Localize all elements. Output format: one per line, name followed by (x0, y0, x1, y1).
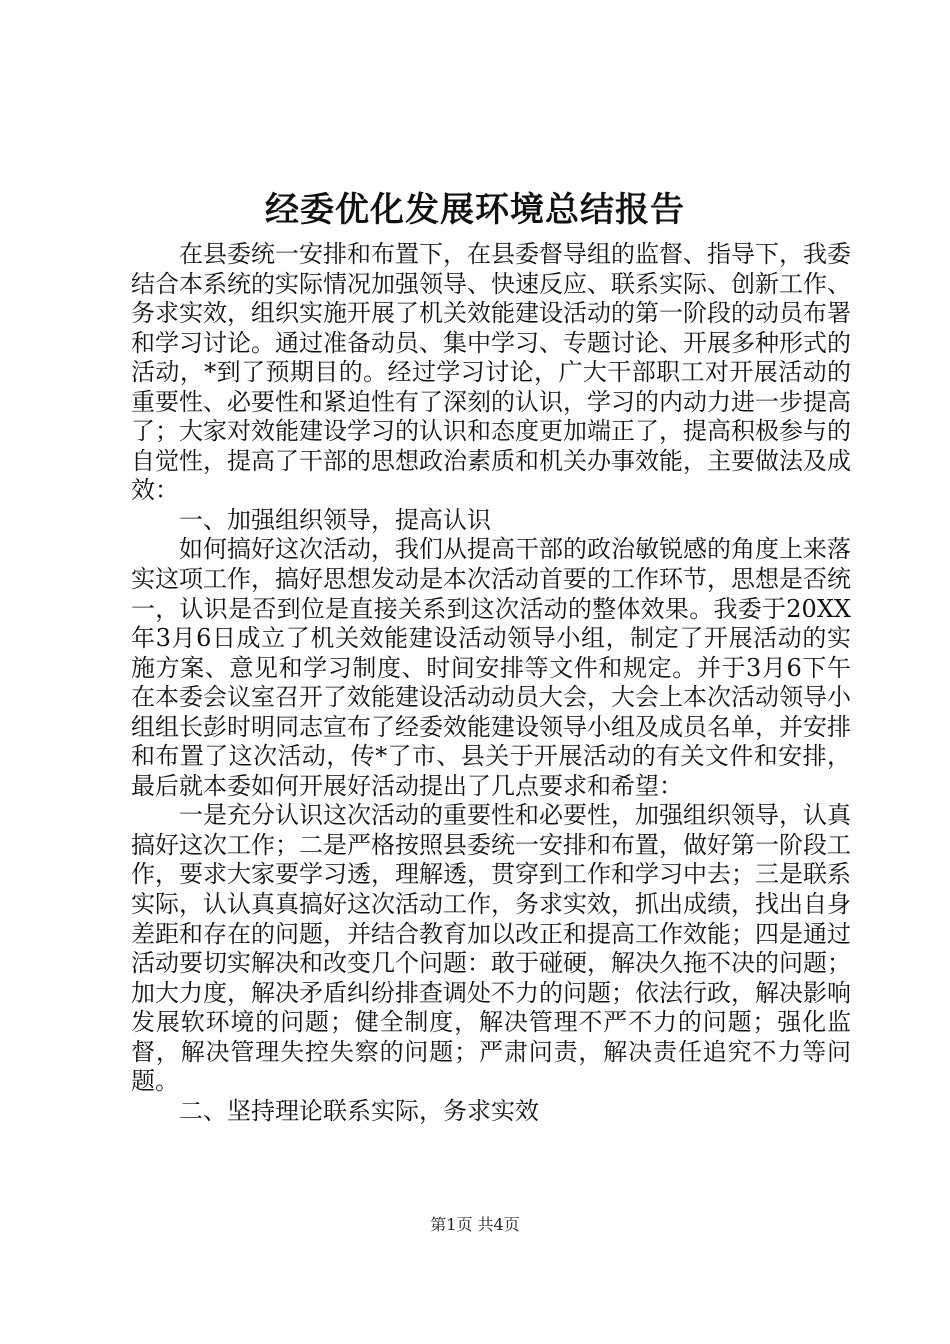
page-number-footer: 第1页 共4页 (430, 1215, 520, 1234)
section-heading-2: 二、坚持理论联系实际，务求实效 (179, 1096, 539, 1125)
document-title: 经委优化发展环境总结报告 (265, 190, 685, 230)
paragraph-requirements: 一是充分认识这次活动的重要性和必要性，加强组织领导，认真搞好这次工作；二是严格按照县委统一安排和布置，做好第一阶段工作，要求大家要学习透，理解透，贯穿到工作和学习中去；三是联系实际，认认真真搞好这次活动工作，务求实效，抓出成绩，找出自身差距和存在的问题，并结合教育加以改正和提高工作效能；四是通过活动要切实解决和改变几个问题：敢于碰硬，解决久拖不决的问题；加大力度，解决矛盾纠纷排查调处不力的问题；依法行政，解决影响发展软环境的问题；健全制度，解决管理不严不力的问题；强化监督，解决管理失控失察的问题；严肃问责，解决责任追究不力等问题。 (131, 801, 851, 1096)
section-heading-1: 一、加强组织领导，提高认识 (179, 505, 491, 534)
paragraph-section-1: 如何搞好这次活动，我们从提高干部的政治敏锐感的角度上来落实这项工作，搞好思想发动是本次活动首要的工作环节，思想是否统一，认识是否到位是直接关系到这次活动的整体效果。我委于20XX年3月6日成立了机关效能建设活动领导小组，制定了开展活动的实施方案、意见和学习制度、时间安排等文件和规定。并于3月6下午在本委会议室召开了效能建设活动动员大会，大会上本次活动领导小组组长彭时明同志宣布了经委效能建设领导小组及成员名单，并安排和布置了这次活动，传*了市、县关于开展活动的有关文件和安排，最后就本委如何开展好活动提出了几点要求和希望： (131, 535, 851, 800)
document-body (131, 240, 851, 1126)
paragraph-intro: 在县委统一安排和布置下，在县委督导组的监督、指导下，我委结合本系统的实际情况加强领导、快速反应、联系实际、创新工作、务求实效，组织实施开展了机关效能建设活动的第一阶段的动员布署和学习讨论。通过准备动员、集中学习、专题讨论、开展多种形式的活动，*到了预期目的。经过学习讨论，广大干部职工对开展活动的重要性、必要性和紧迫性有了深刻的认识，学习的内动力进一步提高了；大家对效能建设学习的认识和态度更加端正了，提高积极参与的自觉性，提高了干部的思想政治素质和机关办事效能，主要做法及成效： (131, 240, 851, 505)
